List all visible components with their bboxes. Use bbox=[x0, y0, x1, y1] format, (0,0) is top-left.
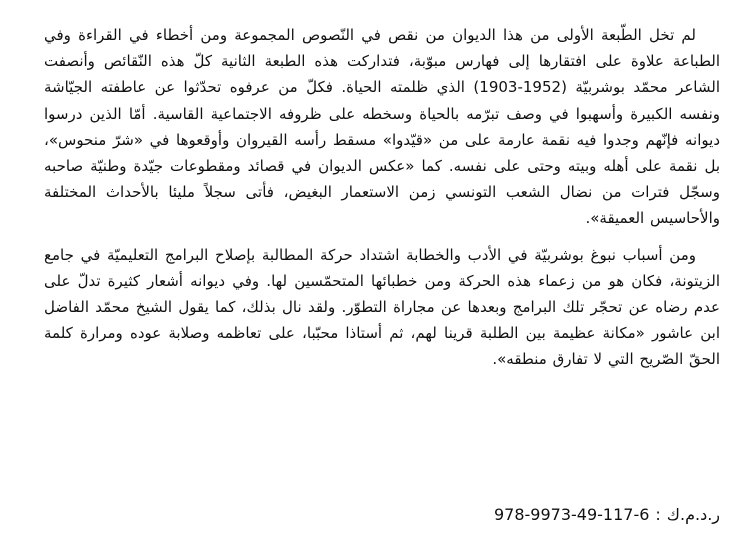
paragraph-introduction: لم تخل الطّبعة الأولى من هذا الديوان من نقص في النّصوص المجموعة ومن أخطاء في القراءة وفي الطباعة علاوة على افتقارها إلى فهارس مبوّبة، فتداركت هذه الطبعة الثانية كلّ هذه النّقائص وأنصفت الشاعر محمّد بوشربيّة (1952-1903) الذي ظلمته الحياة. فكلّ من عرفوه تحدّثوا عن عاطفته الجيّاشة ونفسه الكبيرة وأسهبوا في وصف تبرّمه بالحياة وسخطه على ظروفه الاجتماعية القاسية. أمّا الذين درسوا ديوانه فإنّهم وجدوا فيه نقمة عارمة على من «قيّدوا» مسقط رأسه القيروان وأوقعوها في «شرّ منحوس»، بل نقمة على أهله وبيته وحتى على نفسه. كما «عكس الديوان في قصائد ومقطوعات جيّدة وطنيّة صاحبه وسجّل فترات من نضال الشعب التونسي زمن الاستعمار البغيض، فأتى سجلاً مليئا بالأحداث المختلفة والأحاسيس العميقة». bbox=[44, 26, 720, 228]
isbn-line bbox=[494, 505, 720, 524]
paragraph-biography: ومن أسباب نبوغ بوشربيّة في الأدب والخطابة اشتداد حركة المطالبة بإصلاح البرامج التعليميّة في جامع الزيتونة، فكان هو من زعماء هذه الحركة ومن خطبائها المتحمّسين لها. وفي ديوانه أشعار كثيرة تدلّ على عدم رضاه عن تحجّر تلك البرامج وبعدها عن مجاراة التطوّر. ولقد نال بذلك، كما يقول الشيخ محمّد الفاضل ابن عاشور «مكانة عظيمة بين الطلبة قرينا لهم، ثم أستاذا محبّبا، على تعاظمه وصلابة عوده ومرارة كلمة الحقّ الصّريح التي لا تفارق منطقه». bbox=[44, 245, 720, 369]
isbn-number: 978-9973-49-117-6 bbox=[493, 505, 650, 524]
isbn-separator: : bbox=[655, 505, 661, 524]
document-page bbox=[44, 22, 720, 542]
isbn-label: ر.د.م.ك bbox=[666, 505, 720, 524]
